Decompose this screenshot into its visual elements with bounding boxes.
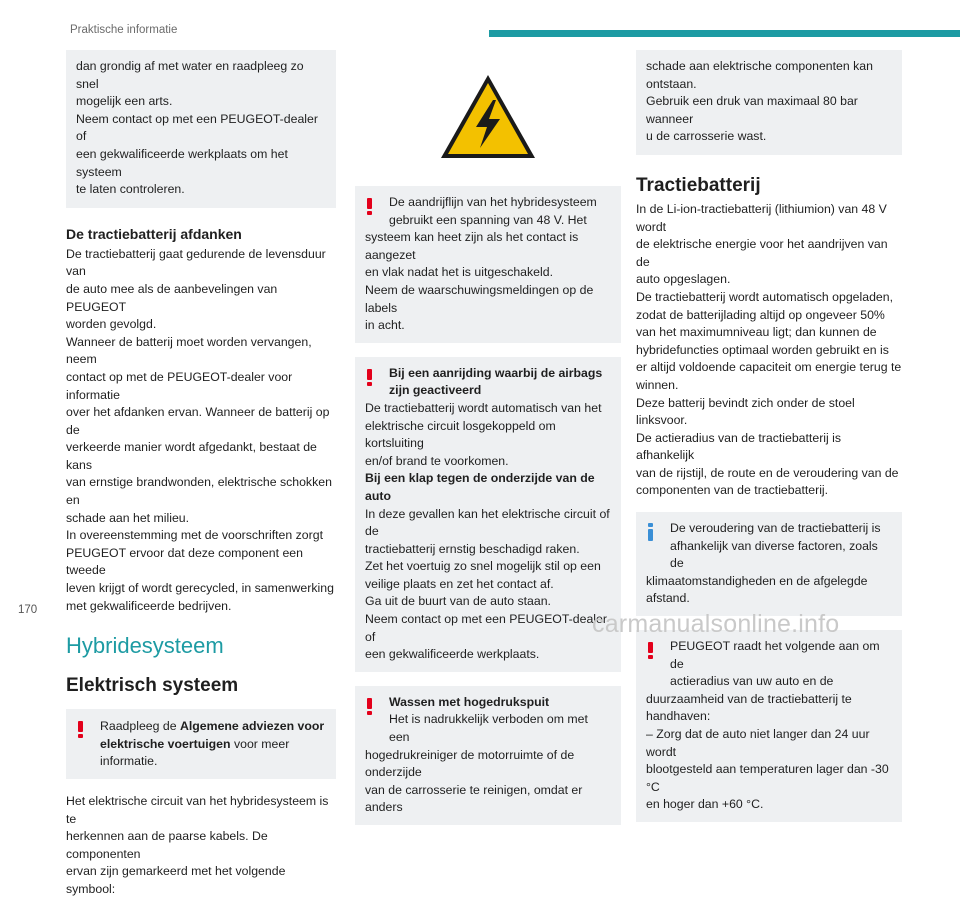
box-line: mogelijk een arts.	[76, 94, 173, 109]
text-line: en hoger dan +60 °C.	[646, 797, 764, 812]
header-accent-bar	[489, 30, 960, 37]
box-line: een gekwalificeerde werkplaats om het systeem	[76, 146, 288, 179]
column-middle	[355, 50, 621, 825]
info-icon	[648, 523, 653, 541]
warning-box-range	[636, 630, 902, 822]
warning-exclamation-icon	[648, 642, 653, 658]
column-left	[66, 50, 336, 899]
advice-pre: Raadpleeg de	[100, 719, 180, 734]
box-line: te laten controleren.	[76, 182, 185, 197]
text-line: afhankelijk van diverse factoren, zoals de	[670, 538, 878, 571]
collision-title: Bij een aanrijding waarbij de airbags zijn geactiveerd	[389, 365, 603, 398]
text-line: Neem de waarschuwingsmeldingen op de labels	[365, 282, 594, 315]
text-line: worden gevolgd.	[66, 317, 157, 332]
text-line: ervan zijn gemarkeerd met het volgende symbool:	[66, 864, 286, 896]
warning-exclamation-icon	[367, 198, 372, 214]
circuit-text	[66, 793, 336, 899]
text-line: hybridefuncties optimaal worden gebruikt en is	[636, 342, 889, 357]
box-line: ontstaan.	[646, 76, 697, 91]
text-line: de elektrische energie voor het aandrijven van de	[636, 237, 888, 269]
column-right	[636, 50, 902, 822]
text-line: schade aan het milieu.	[66, 510, 190, 525]
traction-battery-heading: Tractiebatterij	[636, 174, 761, 196]
text-line: gebruikt een spanning van 48 V. Het	[389, 212, 587, 227]
text-line: een gekwalificeerde werkplaats.	[365, 647, 540, 662]
text-line: systeem kan heet zijn als het contact is aangezet	[365, 230, 579, 262]
box-line: dan grondig af met water en raadpleeg zo snel	[76, 59, 304, 91]
text-line: blootgesteld aan temperaturen lager dan -30 °C	[646, 762, 889, 794]
pressure-wash-title: Wassen met hogedrukspuit	[389, 694, 550, 709]
text-line: elektrische circuit losgekoppeld om kortsluiting	[365, 418, 556, 451]
text-line: De tractiebatterij wordt automatisch opgeladen,	[636, 289, 894, 304]
continued-warning-box	[636, 50, 902, 155]
text-line: van de rijstijl, de route en de veroudering van de	[636, 465, 899, 480]
text-line: en vlak nadat het is uitgeschakeld.	[365, 265, 553, 280]
text-line: winnen.	[636, 377, 679, 392]
warning-box-collision	[355, 357, 621, 672]
collision-subtitle: Bij een klap tegen de onderzijde van de auto	[365, 471, 595, 503]
box-line: Gebruik een druk van maximaal 80 bar wanneer	[646, 94, 858, 126]
text-line: tractiebatterij ernstig beschadigd raken.	[365, 541, 580, 556]
text-line: De tractiebatterij wordt automatisch van het	[365, 400, 602, 415]
advice-post: voor meer informatie.	[100, 736, 290, 769]
advice-text	[76, 718, 326, 771]
text-line: Het is nadrukkelijk verboden om met een	[389, 712, 588, 745]
text-line: Het elektrische circuit van het hybridesysteem is te	[66, 794, 329, 826]
text-line: de auto mee als de aanbevelingen van PEUGEOT	[66, 281, 278, 314]
high-voltage-icon	[438, 72, 538, 162]
disposal-text	[66, 246, 336, 615]
text-line: herkennen aan de paarse kabels. De componenten	[66, 829, 268, 861]
text-line: In de Li-ion-tractiebatterij (lithiumion) van 48 V wordt	[636, 201, 887, 234]
warning-exclamation-icon	[78, 721, 83, 737]
text-line: hogedrukreiniger de motorruimte of de onderzijde	[365, 747, 575, 780]
watermark: carmanualsonline.info	[592, 610, 840, 638]
warning-box-voltage	[355, 186, 621, 343]
advice-link: Algemene adviezen voor elektrische voertuigen	[100, 719, 325, 751]
text-line: klimaatomstandigheden en de afgelegde afstand.	[646, 573, 868, 606]
page-number: 170	[18, 604, 38, 616]
box-line: u de carrosserie wast.	[646, 129, 767, 144]
text-line: contact op met de PEUGEOT-dealer voor informatie	[66, 369, 293, 402]
text-line: van de carrosserie te reinigen, omdat er anders	[365, 782, 583, 815]
hybrid-system-heading: Hybridesysteem	[66, 633, 224, 659]
continued-warning-box	[66, 50, 336, 208]
text-line: actieradius van uw auto en de	[670, 674, 834, 689]
text-line: met gekwalificeerde bedrijven.	[66, 598, 232, 613]
warning-box-pressure-wash	[355, 686, 621, 825]
text-line: en/of brand te voorkomen.	[365, 453, 509, 468]
box-line: schade aan elektrische componenten kan	[646, 59, 873, 73]
text-line: – Zorg dat de auto niet langer dan 24 uur wordt	[646, 727, 870, 759]
text-line: verkeerde manier wordt afgedankt, bestaat de kans	[66, 440, 317, 472]
warning-exclamation-icon	[367, 369, 372, 385]
box-line: Neem contact op met een PEUGEOT-dealer of	[76, 111, 318, 144]
warning-exclamation-icon	[367, 698, 372, 714]
text-line: Wanneer de batterij moet worden vervangen, neem	[66, 334, 312, 367]
text-line: zodat de batterijlading altijd op ongeveer 50%	[636, 307, 885, 322]
text-line: De veroudering van de tractiebatterij is	[670, 521, 881, 536]
text-line: In deze gevallen kan het elektrische circuit of de	[365, 506, 610, 539]
text-line: PEUGEOT ervoor dat deze component een tweede	[66, 545, 303, 578]
text-line: Ga uit de buurt van de auto staan.	[365, 594, 551, 609]
disposal-heading: De tractiebatterij afdanken	[66, 225, 242, 242]
text-line: De tractiebatterij gaat gedurende de levensduur van	[66, 246, 326, 279]
warning-box-advice	[66, 709, 336, 779]
text-line: In overeenstemming met de voorschriften zorgt	[66, 528, 323, 543]
text-line: Neem contact op met een PEUGEOT-dealer of	[365, 612, 607, 644]
electric-system-heading: Elektrisch systeem	[66, 675, 239, 697]
text-line: handhaven:	[646, 709, 711, 724]
text-line: veilige plaats en zet het contact af.	[365, 576, 554, 591]
text-line: duurzaamheid van de tractiebatterij te	[646, 691, 852, 706]
text-line: PEUGEOT raadt het volgende aan om de	[670, 639, 880, 671]
text-line: in acht.	[365, 318, 405, 333]
text-line: leven krijgt of wordt gerecycled, in samenwerking	[66, 581, 334, 596]
text-line: van ernstige brandwonden, elektrische schokken en	[66, 475, 332, 508]
text-line: De aandrijflijn van het hybridesysteem	[389, 195, 597, 209]
text-line: componenten van de tractiebatterij.	[636, 483, 829, 498]
running-header: Praktische informatie	[70, 24, 178, 36]
text-line: Zet het voertuig zo snel mogelijk stil op een	[365, 559, 601, 574]
text-line: van het maximumniveau ligt; dan kunnen de	[636, 325, 877, 340]
battery-text	[636, 201, 902, 500]
text-line: er altijd voldoende capaciteit om energie terug te	[636, 360, 902, 375]
info-box-aging	[636, 512, 902, 616]
text-line: De actieradius van de tractiebatterij is afhankelijk	[636, 430, 842, 463]
text-line: Deze batterij bevindt zich onder de stoel linksvoor.	[636, 395, 855, 428]
text-line: auto opgeslagen.	[636, 272, 731, 287]
text-line: over het afdanken ervan. Wanneer de batterij op de	[66, 405, 330, 437]
